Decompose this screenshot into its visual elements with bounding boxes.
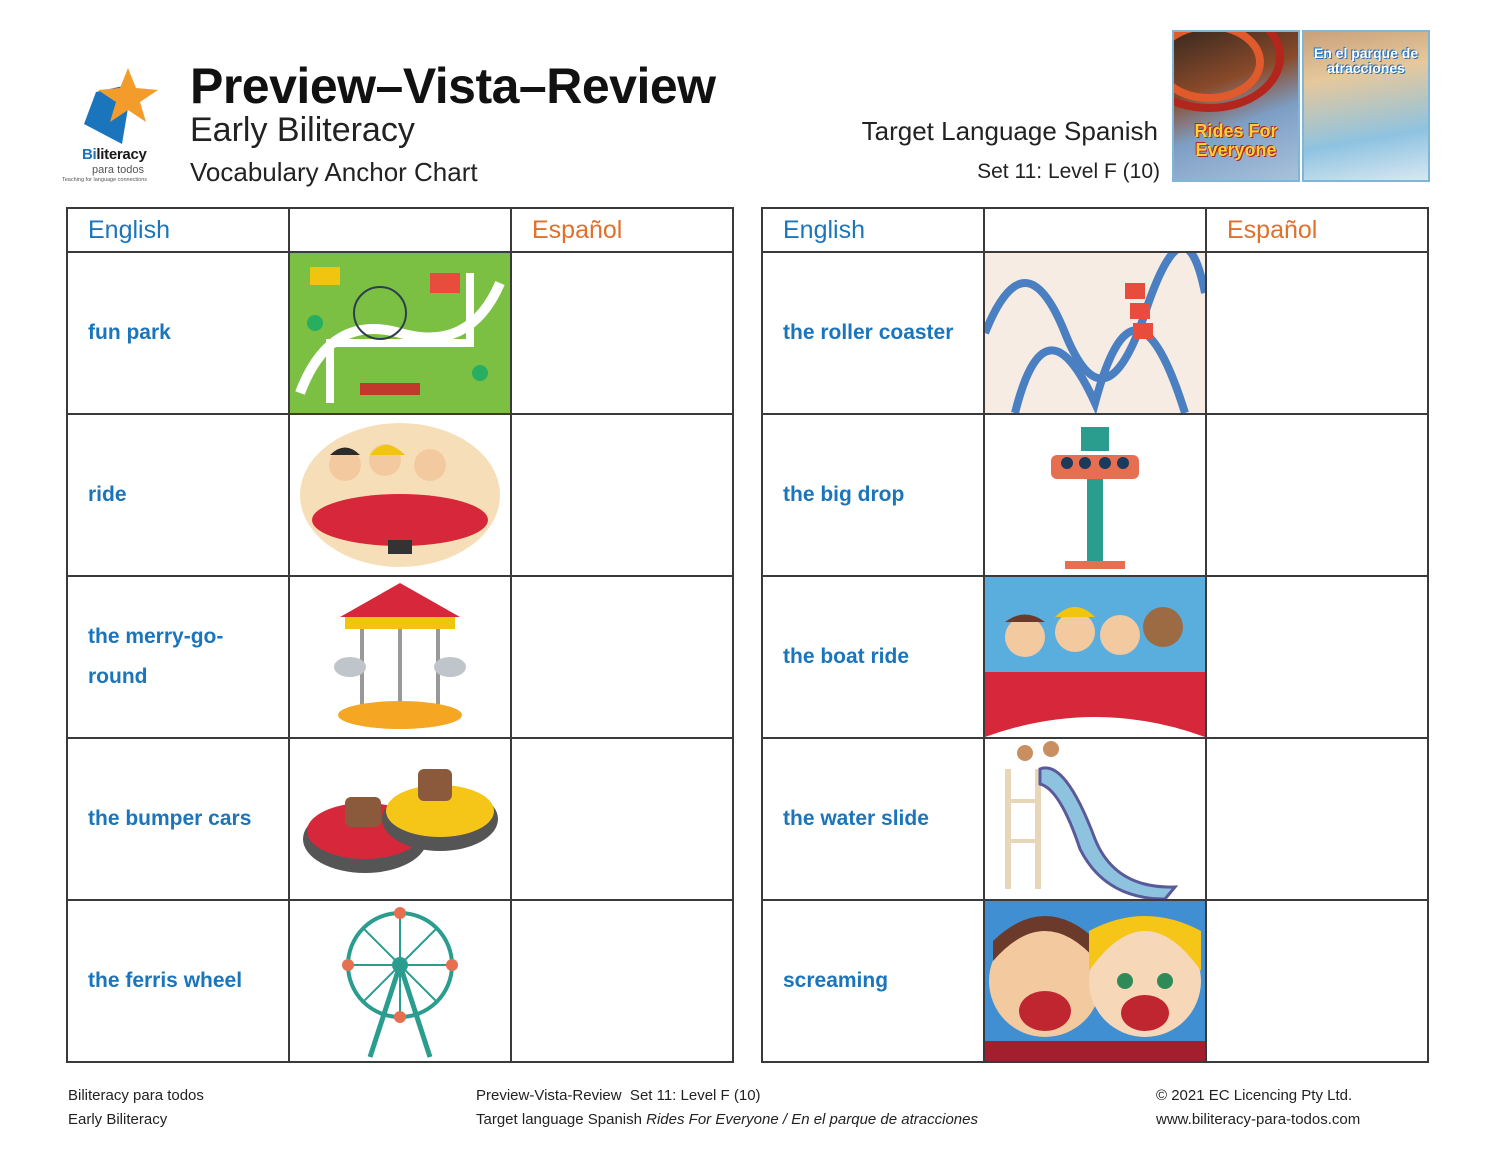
spanish-blank-cell[interactable] (511, 738, 733, 900)
fun-park-map-icon (289, 252, 511, 414)
drop-tower-icon (984, 414, 1206, 576)
footer-brand: Biliteracy para todos (68, 1087, 204, 1104)
table-row (67, 576, 733, 738)
water-slide-icon (984, 738, 1206, 900)
spanish-blank-cell[interactable] (511, 900, 733, 1062)
footer-center (476, 1084, 978, 1132)
table-row (762, 414, 1428, 576)
logo-sub: para todos (92, 164, 144, 176)
boat-ride-icon (984, 576, 1206, 738)
table-header-row (762, 208, 1428, 252)
spanish-blank-cell[interactable] (1206, 576, 1428, 738)
spinning-ride-icon (289, 414, 511, 576)
spanish-blank-cell[interactable] (511, 576, 733, 738)
header-picture (984, 208, 1206, 252)
biliteracy-logo (62, 64, 174, 188)
english-word: fun park (67, 252, 289, 414)
page-subtitle: Early Biliteracy (190, 111, 415, 149)
star-logo-icon (76, 64, 160, 144)
spanish-blank-cell[interactable] (511, 252, 733, 414)
footer-website-link[interactable]: www.biliteracy-para-todos.com (1156, 1111, 1361, 1128)
footer-copyright: © 2021 EC Licencing Pty Ltd. (1156, 1087, 1353, 1104)
vocab-table-right (761, 207, 1429, 1063)
english-book-cover: Rides For Everyone (1172, 30, 1300, 182)
spanish-blank-cell[interactable] (511, 414, 733, 576)
english-word: the water slide (762, 738, 984, 900)
english-word: the boat ride (762, 576, 984, 738)
english-word: the big drop (762, 414, 984, 576)
footer-set-info: Preview-Vista-Review Set 11: Level F (10) (476, 1087, 761, 1104)
carousel-icon (289, 576, 511, 738)
table-row (762, 252, 1428, 414)
bumper-cars-icon (289, 738, 511, 900)
english-word: the merry-go-round (67, 576, 289, 738)
table-row (67, 252, 733, 414)
spanish-blank-cell[interactable] (1206, 900, 1428, 1062)
logo-tagline: Teaching for language connections (62, 177, 148, 183)
footer-right (1156, 1084, 1360, 1132)
english-word: the roller coaster (762, 252, 984, 414)
table-row (762, 738, 1428, 900)
screaming-kids-icon (984, 900, 1206, 1062)
header-spanish: Español (1206, 208, 1428, 252)
roller-coaster-icon (984, 252, 1206, 414)
spanish-book-cover: En el parque de atracciones (1302, 30, 1430, 182)
table-row (67, 900, 733, 1062)
target-language: Target Language Spanish (861, 116, 1158, 146)
table-row (67, 738, 733, 900)
spanish-blank-cell[interactable] (1206, 738, 1428, 900)
ferris-wheel-icon (289, 900, 511, 1062)
english-word: the ferris wheel (67, 900, 289, 1062)
table-row (762, 576, 1428, 738)
table-header-row (67, 208, 733, 252)
header-spanish: Español (511, 208, 733, 252)
header-english: English (762, 208, 984, 252)
set-level: Set 11: Level F (10) (977, 160, 1160, 183)
vocab-table-left (66, 207, 734, 1063)
english-word: the bumper cars (67, 738, 289, 900)
footer-book-info: Target language Spanish Rides For Everyone / En el parque de atracciones (476, 1111, 978, 1128)
table-row (762, 900, 1428, 1062)
english-word: ride (67, 414, 289, 576)
header-picture (289, 208, 511, 252)
english-word: screaming (762, 900, 984, 1062)
table-row (67, 414, 733, 576)
logo-brand: Biliteracy (82, 146, 147, 163)
header-english: English (67, 208, 289, 252)
footer-program: Early Biliteracy (68, 1111, 168, 1128)
spanish-blank-cell[interactable] (1206, 252, 1428, 414)
chart-name: Vocabulary Anchor Chart (190, 157, 478, 187)
spanish-blank-cell[interactable] (1206, 414, 1428, 576)
footer-left (68, 1084, 204, 1132)
page-title: Preview–Vista–Review (190, 58, 716, 114)
